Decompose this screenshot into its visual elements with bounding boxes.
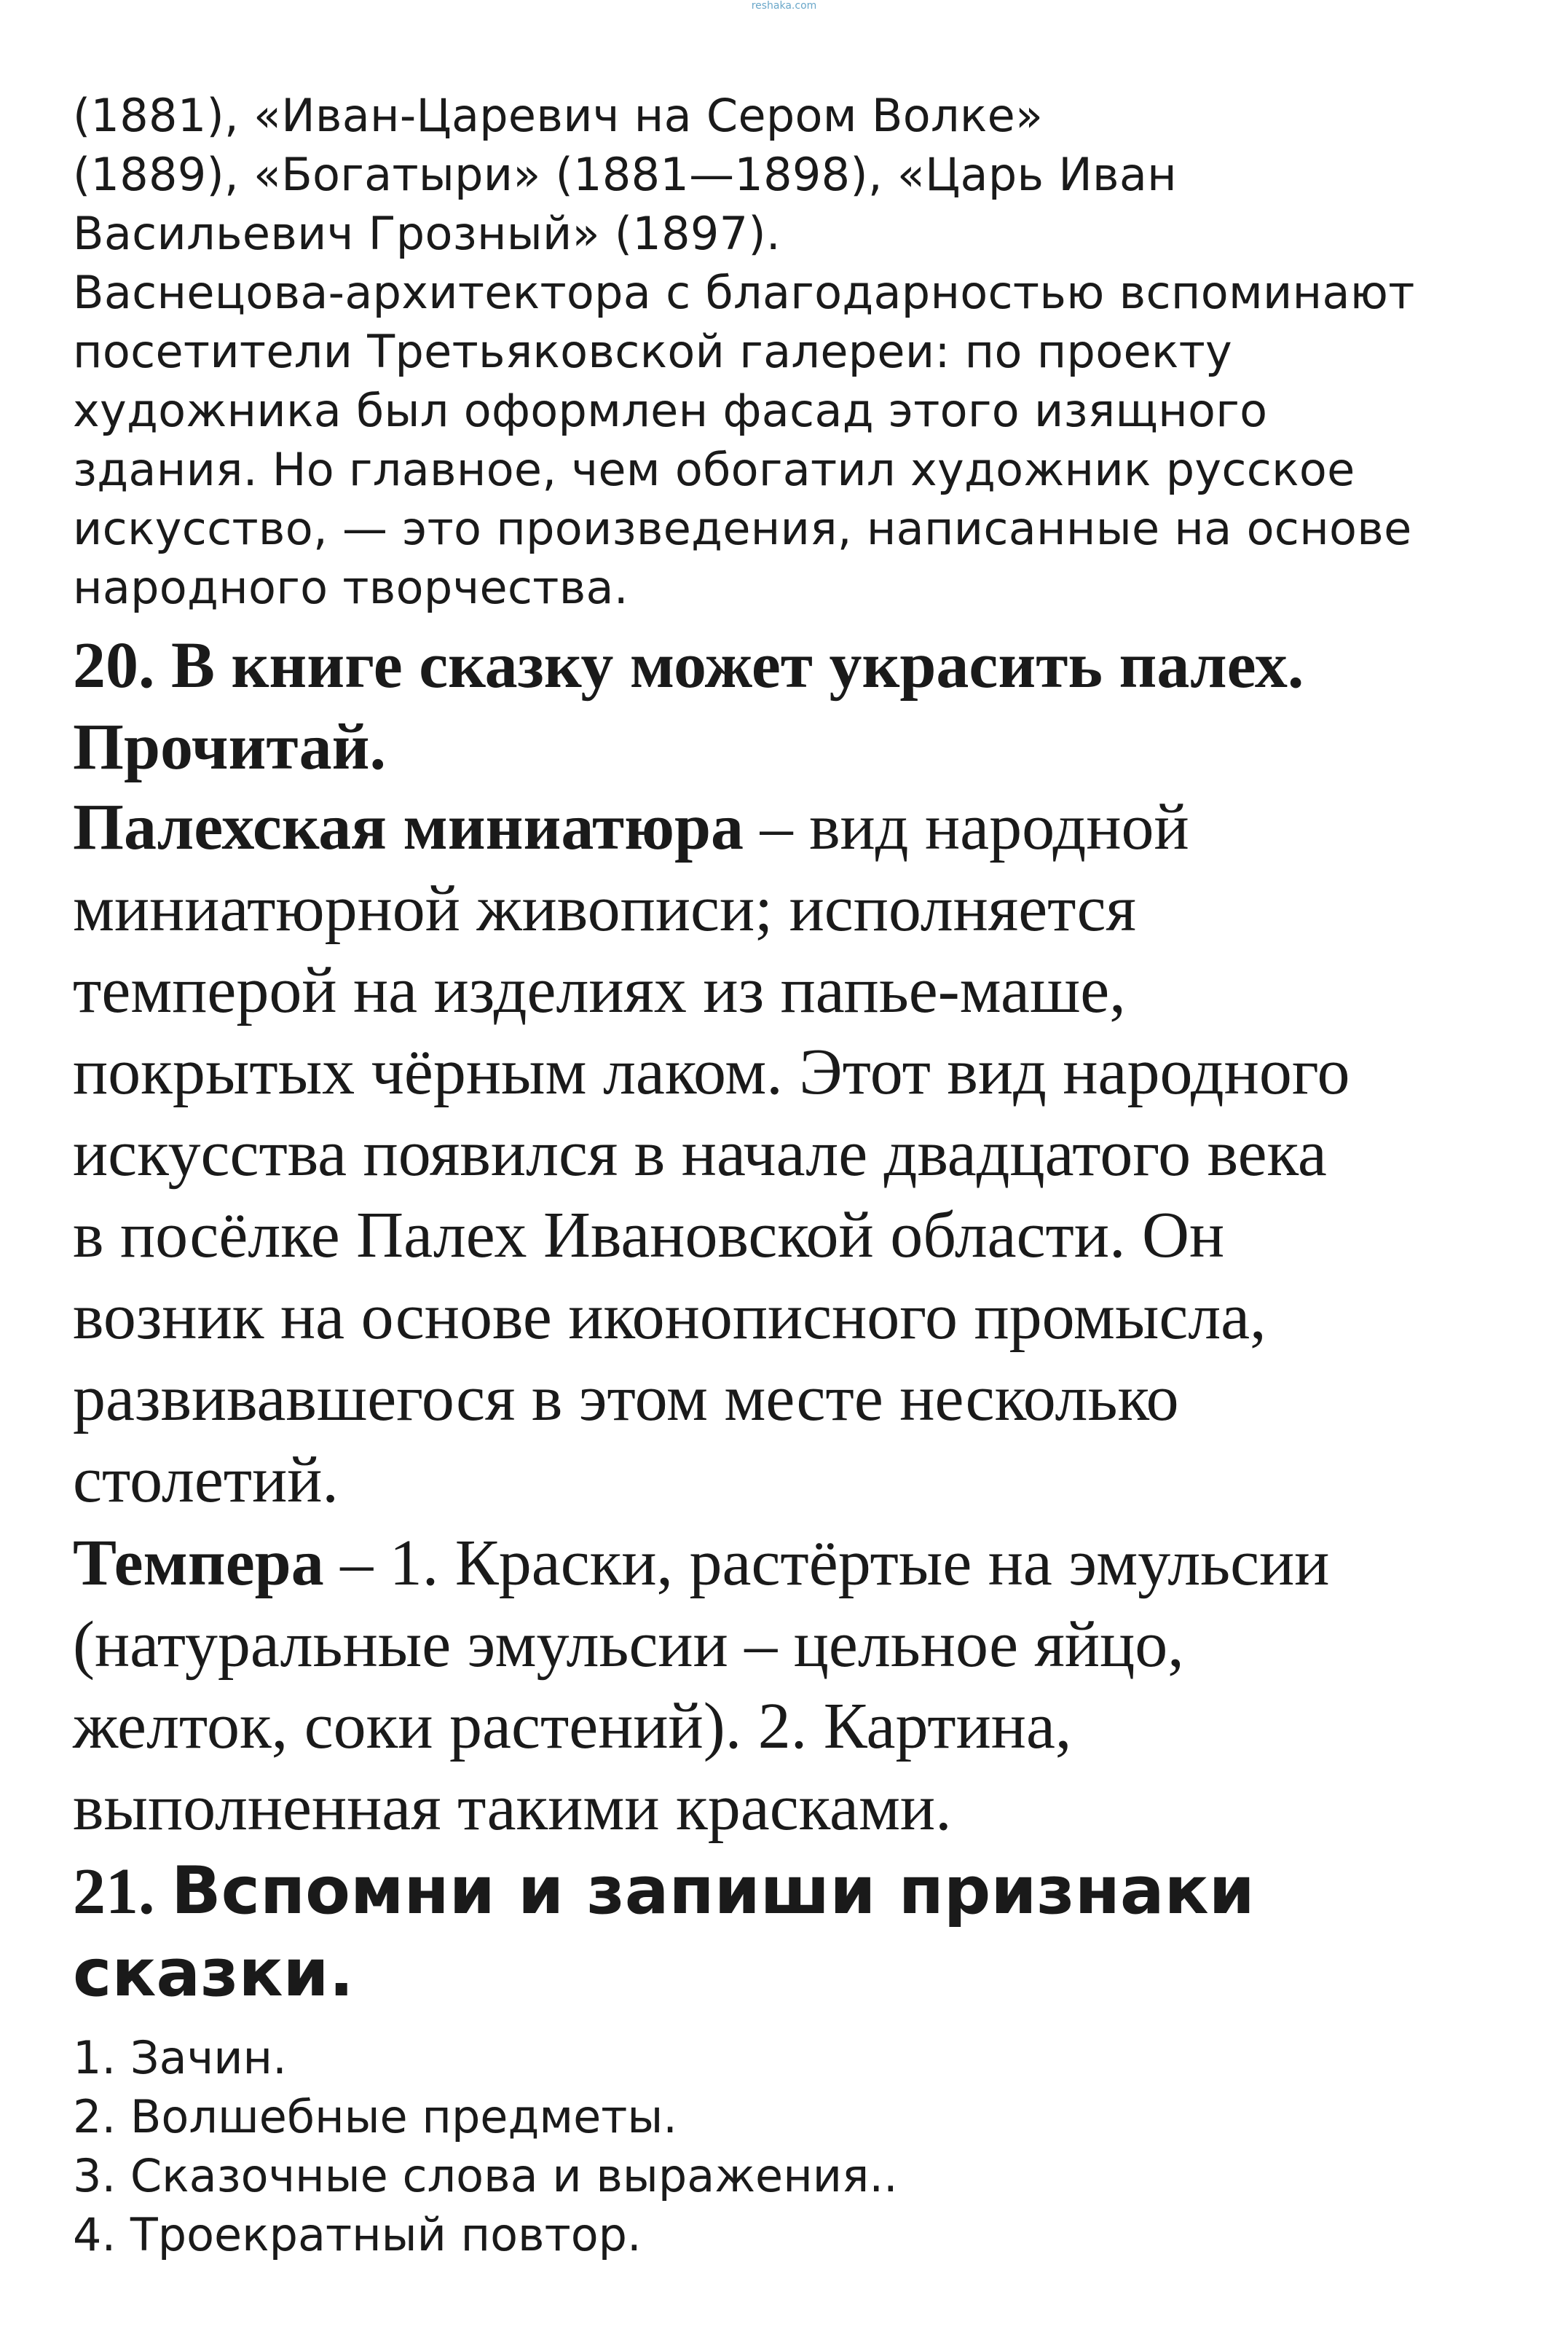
definition-text: – вид народной bbox=[744, 791, 1189, 863]
list-item: 4. Троекратный повтор. bbox=[73, 2208, 642, 2261]
list-item: 3. Сказочные слова и выражения.. bbox=[73, 2149, 898, 2202]
intro-line: посетители Третьяковской галереи: по проекту bbox=[73, 325, 1233, 378]
task21-title bbox=[73, 1850, 1539, 1933]
task21-heading bbox=[73, 1850, 1539, 2014]
intro-line: здания. Но главное, чем обогатил художник русское bbox=[73, 443, 1355, 496]
task20-title-cont: Прочитай. bbox=[73, 711, 387, 783]
definition-line: миниатюрной живописи; исполняется bbox=[73, 873, 1136, 945]
definition-line: покрытых чёрным лаком. Этот вид народного bbox=[73, 1036, 1350, 1108]
tempera-definition bbox=[73, 1523, 1539, 1849]
definition-line: в посёлке Палех Ивановской области. Он bbox=[73, 1199, 1225, 1271]
intro-line: (1889), «Богатыри» (1881—1898), «Царь Иван bbox=[73, 148, 1177, 201]
intro-line: искусство, — это произведения, написанные на основе bbox=[73, 502, 1412, 555]
term-tempera: Темпера bbox=[73, 1527, 324, 1599]
definition-line: темперой на изделиях из папье-маше, bbox=[73, 954, 1126, 1026]
definition-line: столетий. bbox=[73, 1444, 339, 1516]
task20-title: 20. В книге сказку может украсить палех. bbox=[73, 629, 1304, 702]
intro-line: Васнецова-архитектора с благодарностью вспоминают bbox=[73, 266, 1415, 319]
definition-line: выполненная такими красками. bbox=[73, 1772, 952, 1844]
intro-line: (1881), «Иван-Царевич на Сером Волке» bbox=[73, 89, 1044, 142]
definition-line: развивавшегося в этом месте несколько bbox=[73, 1362, 1179, 1434]
task20-heading bbox=[73, 625, 1539, 788]
term-palekh: Палехская миниатюра bbox=[73, 791, 744, 863]
palekh-definition bbox=[73, 787, 1539, 1521]
intro-line: художника был оформлен фасад этого изящного bbox=[73, 384, 1268, 437]
task21-title-cont: сказки. bbox=[73, 1935, 354, 2011]
fairy-tale-features-list bbox=[73, 2028, 1539, 2264]
intro-line: народного творчества. bbox=[73, 561, 629, 614]
definition-line bbox=[73, 787, 1539, 868]
list-item: 1. Зачин. bbox=[73, 2031, 287, 2084]
definition-line: искусства появился в начале двадцатого века bbox=[73, 1118, 1327, 1190]
task21-number: 21. bbox=[73, 1856, 171, 1928]
definition-line: возник на основе иконописного промысла, bbox=[73, 1281, 1266, 1353]
definition-line bbox=[73, 1523, 1539, 1604]
intro-line: Васильевич Грозный» (1897). bbox=[73, 207, 781, 260]
list-item: 2. Волшебные предметы. bbox=[73, 2090, 678, 2143]
intro-paragraph bbox=[73, 86, 1539, 617]
source-watermark: reshaka.com bbox=[751, 0, 817, 12]
task21-title-text: Вспомни и запиши признаки bbox=[171, 1853, 1255, 1929]
definition-line: (натуральные эмульсии – цельное яйцо, bbox=[73, 1609, 1184, 1681]
definition-text: – 1. Краски, растёртые на эмульсии bbox=[323, 1527, 1330, 1599]
definition-line: желток, соки растений). 2. Картина, bbox=[73, 1690, 1072, 1762]
